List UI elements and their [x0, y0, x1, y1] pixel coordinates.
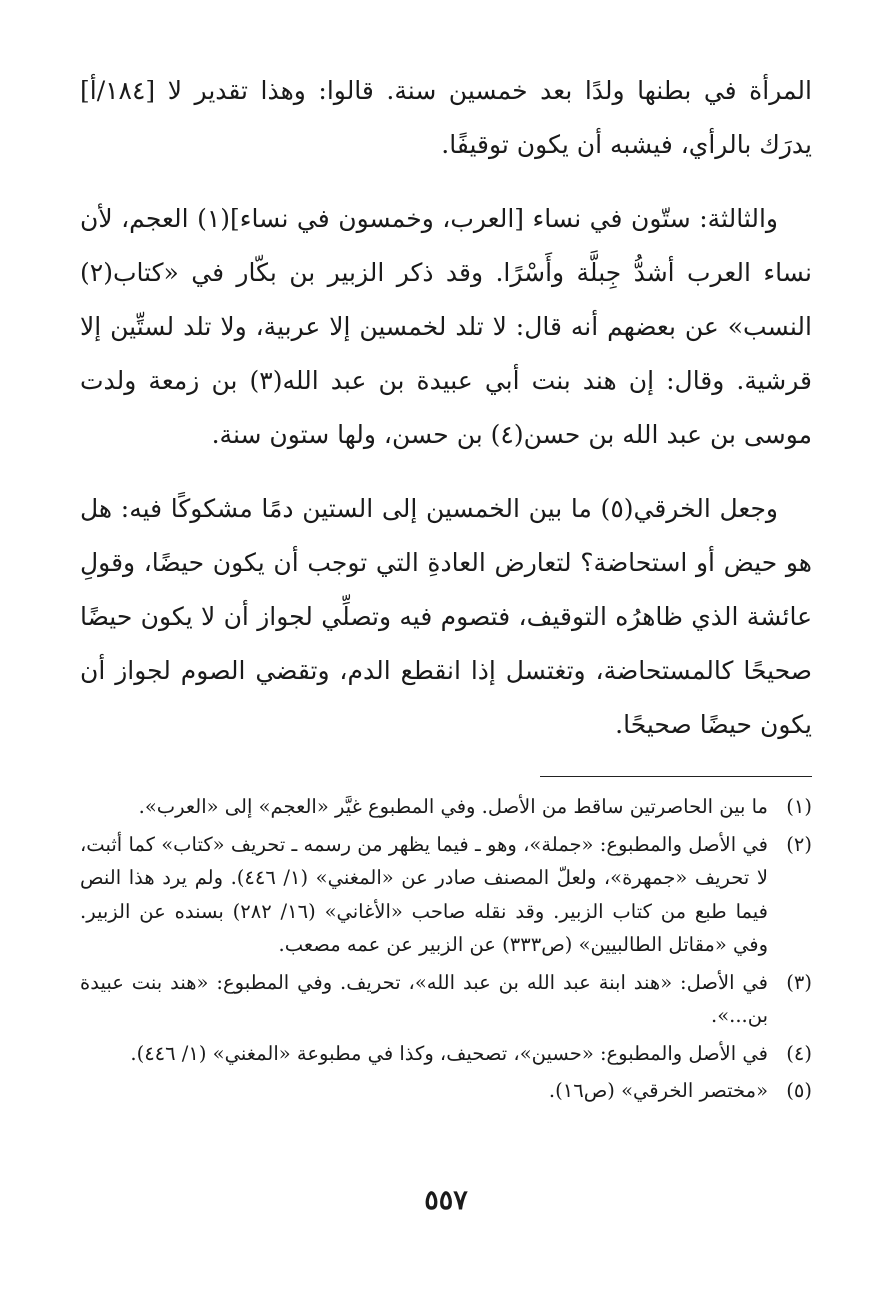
paragraph-3: [80, 482, 812, 752]
footnote-3: [80, 966, 812, 1033]
footnote-5: [80, 1074, 812, 1108]
main-text: [80, 64, 812, 772]
footnote-number: (١): [786, 795, 812, 818]
footnote-text: «مختصر الخرقي» (ص١٦).: [548, 1079, 768, 1102]
footnote-number: (٤): [786, 1041, 812, 1065]
footnote-text: في الأصل: «هند ابنة عبد الله بن عبد الله»، تحريف. وفي المطبوع: «هند بنت عبيدة بن...».: [80, 970, 768, 1027]
footnote-number: (٢): [786, 832, 812, 856]
paragraph-1: [80, 64, 812, 172]
footnote-text: في الأصل والمطبوع: «جملة»، وهو ـ فيما يظهر من رسمه ـ تحريف «كتاب» كما أثبت، لا تحريف «جمهرة»، ولعلّ المصنف صادر عن «المغني» (١/ ٤٤٦). ولم يرد هذا النص فيما طبع من كتاب الزبير. وقد نقله صاحب «الأغاني» (١٦/ ٢٨٢) بسنده عن الزبير. وفي «مقاتل الطالبيين» (ص٣٣٣) عن الزبير عن عمه مصعب.: [80, 832, 768, 956]
footnote-4: [80, 1037, 812, 1071]
footnote-2: [80, 828, 812, 962]
footnote-1: [80, 790, 812, 824]
footnotes: [80, 790, 812, 1112]
footnote-number: (٥): [786, 1079, 812, 1102]
footnote-number: (٣): [786, 970, 812, 994]
footnote-text: في الأصل والمطبوع: «حسين»، تصحيف، وكذا في مطبوعة «المغني» (١/ ٤٤٦).: [130, 1041, 768, 1065]
page-number: ٥٥٧: [424, 1185, 468, 1216]
paragraph-2-text: والثالثة: ستّون في نساء [العرب، وخمسون في نساء](١) العجم، لأن نساء العرب أشدُّ جِبلَّة وأَسْرًا. وقد ذكر الزبير بن بكّار في «كتاب(٢) النسب» عن بعضهم أنه قال: لا تلد لخمسين إلا عربية، ولا تلد لستِّين إلا قرشية. وقال: إن هند بنت أبي عبيدة بن عبد الله(٣) بن زمعة ولدت موسى بن عبد الله بن حسن(٤) بن حسن، ولها ستون سنة.: [80, 204, 812, 449]
book-page: [80, 0, 812, 1290]
footnote-separator: [540, 776, 812, 777]
paragraph-1-text: المرأة في بطنها ولدًا بعد خمسين سنة. قالوا: وهذا تقدير لا [١٨٤/أ] يدرَك بالرأي، فيشبه أن يكون توقيفًا.: [80, 76, 812, 159]
footnote-text: ما بين الحاصرتين ساقط من الأصل. وفي المطبوع غيَّر «العجم» إلى «العرب».: [138, 795, 768, 818]
paragraph-3-text: وجعل الخرقي(٥) ما بين الخمسين إلى الستين دمًا مشكوكًا فيه: هل هو حيض أو استحاضة؟ لتعارض العادةِ التي توجب أن يكون حيضًا، وقولِ عائشة الذي ظاهرُه التوقيف، فتصوم فيه وتصلِّي لجواز أن لا يكون حيضًا صحيحًا كالمستحاضة، وتغتسل إذا انقطع الدم، وتقضي الصوم لجواز أن يكون حيضًا صحيحًا.: [80, 494, 812, 739]
paragraph-2: [80, 192, 812, 462]
